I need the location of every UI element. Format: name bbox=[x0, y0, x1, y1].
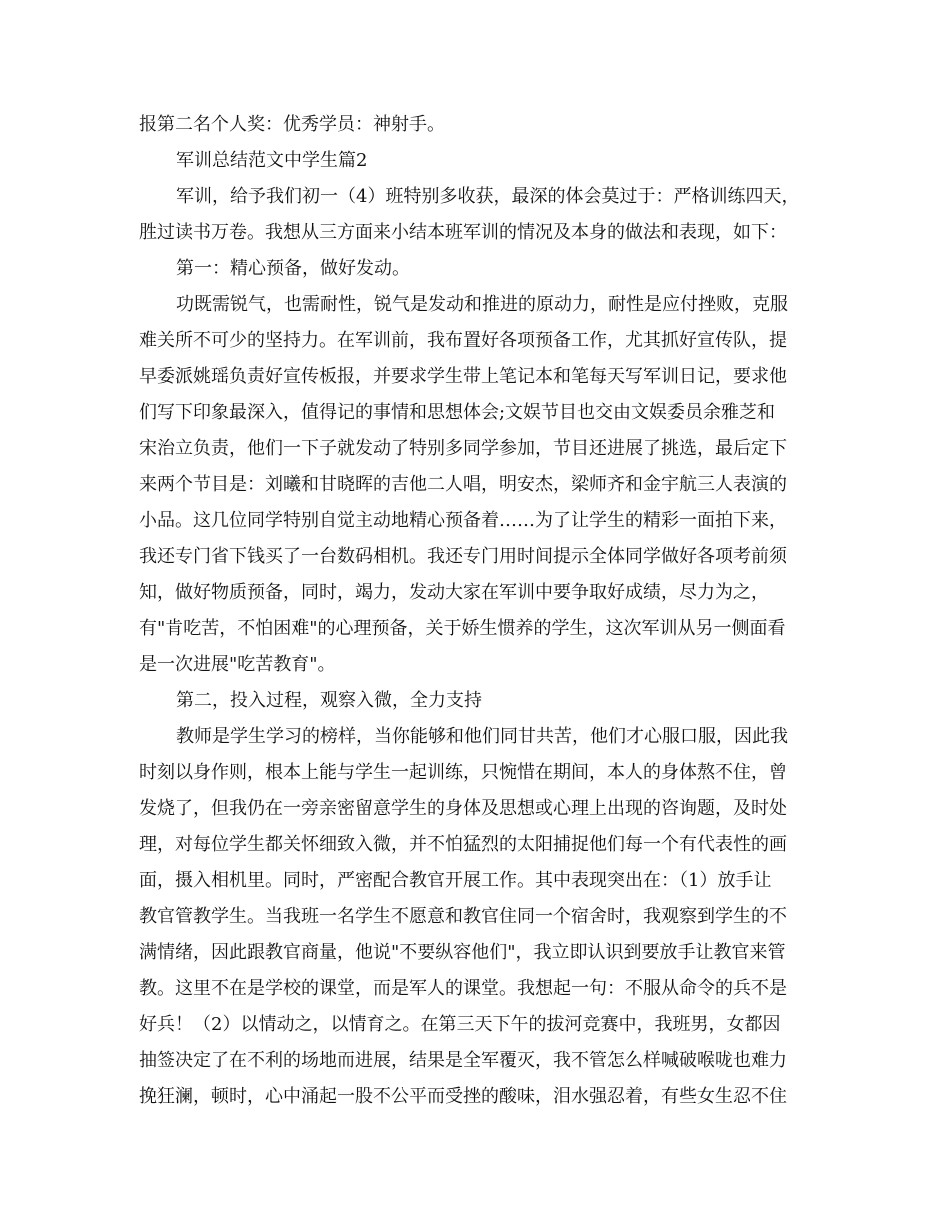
paragraph-line: 功既需锐气，也需耐性，锐气是发动和推进的原动力，耐性是应付挫败，克服 bbox=[176, 294, 788, 315]
paragraph-line: 难关所不可少的坚持力。在军训前，我布置好各项预备工作，尤其抓好宣传队，提 bbox=[139, 330, 787, 351]
paragraph-line: 有"肯吃苦，不怕困难"的心理预备，关于娇生惯养的学生，这次军训从另一侧面看 bbox=[139, 618, 786, 639]
section-heading: 军训总结范文中学生篇2 bbox=[176, 150, 368, 171]
paragraph-line: 面，摄入相机里。同时，严密配合教官开展工作。其中表现突出在：（1）放手让 bbox=[139, 870, 772, 891]
paragraph-line: 挽狂澜，顿时，心中涌起一股不公平而受挫的酸味，泪水强忍着，有些女生忍不住 bbox=[139, 1086, 787, 1107]
paragraph-line: 知，做好物质预备，同时，竭力，发动大家在军训中要争取好成绩，尽力为之， bbox=[139, 582, 769, 603]
paragraph-line: 教师是学生学习的榜样，当你能够和他们同甘共苦，他们才心服口服，因此我 bbox=[176, 726, 788, 747]
paragraph-line: 抽签决定了在不利的场地而进展，结果是全军覆灭，我不管怎么样喊破喉咙也难力 bbox=[139, 1050, 787, 1071]
paragraph-line: 胜过读书万卷。我想从三方面来小结本班军训的情况及本身的做法和表现，如下： bbox=[139, 222, 787, 243]
paragraph-line: 军训，给予我们初一（4）班特别多收获，最深的体会莫过于：严格训练四天， bbox=[176, 186, 800, 207]
paragraph-line: 理，对每位学生都关怀细致入微，并不怕猛烈的太阳捕捉他们每一个有代表性的画 bbox=[139, 834, 787, 855]
section-heading: 第一：精心预备，做好发动。 bbox=[176, 258, 410, 279]
paragraph-line: 发烧了，但我仍在一旁亲密留意学生的身体及思想或心理上出现的咨询题，及时处 bbox=[139, 798, 787, 819]
paragraph-line: 报第二名个人奖：优秀学员：神射手。 bbox=[139, 114, 445, 135]
paragraph-line: 早委派姚瑶负责好宣传板报，并要求学生带上笔记本和笔每天写军训日记，要求他 bbox=[139, 366, 787, 387]
paragraph-line: 教。这里不在是学校的课堂，而是军人的课堂。我想起一句：不服从命令的兵不是 bbox=[139, 978, 787, 999]
paragraph-line: 满情绪，因此跟教官商量，他说"不要纵容他们"，我立即认识到要放手让教官来管 bbox=[139, 942, 786, 963]
paragraph-line: 们写下印象最深入，值得记的事情和思想体会;文娱节目也交由文娱委员余雅芝和 bbox=[139, 402, 776, 423]
paragraph-line: 我还专门省下钱买了一台数码相机。我还专门用时间提示全体同学做好各项考前须 bbox=[139, 546, 787, 567]
section-heading: 第二，投入过程，观察入微，全力支持 bbox=[176, 690, 482, 711]
paragraph-line: 教官管教学生。当我班一名学生不愿意和教官住同一个宿舍时，我观察到学生的不 bbox=[139, 906, 787, 927]
paragraph-line: 小品。这几位同学特别自觉主动地精心预备着……为了让学生的精彩一面拍下来， bbox=[139, 510, 787, 531]
paragraph-line: 是一次进展"吃苦教育"。 bbox=[139, 654, 336, 675]
paragraph-line: 好兵！（2）以情动之，以情育之。在第三天下午的拔河竞赛中，我班男，女都因 bbox=[139, 1014, 781, 1035]
paragraph-line: 来两个节目是：刘曦和甘晓晖的吉他二人唱，明安杰，梁师齐和金宇航三人表演的 bbox=[139, 474, 787, 495]
paragraph-line: 时刻以身作则，根本上能与学生一起训练，只惋惜在期间，本人的身体熬不住，曾 bbox=[139, 762, 787, 783]
paragraph-line: 宋治立负责，他们一下子就发动了特别多同学参加，节目还进展了挑选，最后定下 bbox=[139, 438, 787, 459]
